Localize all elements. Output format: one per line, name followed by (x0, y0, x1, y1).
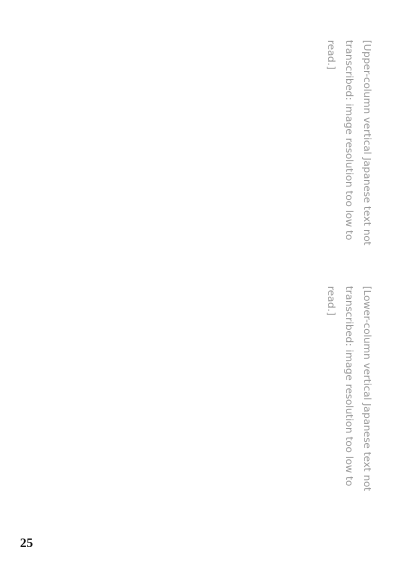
text-column-upper (30, 40, 375, 272)
column-text: [Upper-column vertical Japanese text not transcribed: image resolution too low to read.] (325, 40, 372, 246)
text-column-lower (30, 286, 375, 518)
column-text: [Lower-column vertical Japanese text not transcribed: image resolution too low to read.] (325, 286, 372, 492)
page-number: 25 (20, 535, 33, 550)
